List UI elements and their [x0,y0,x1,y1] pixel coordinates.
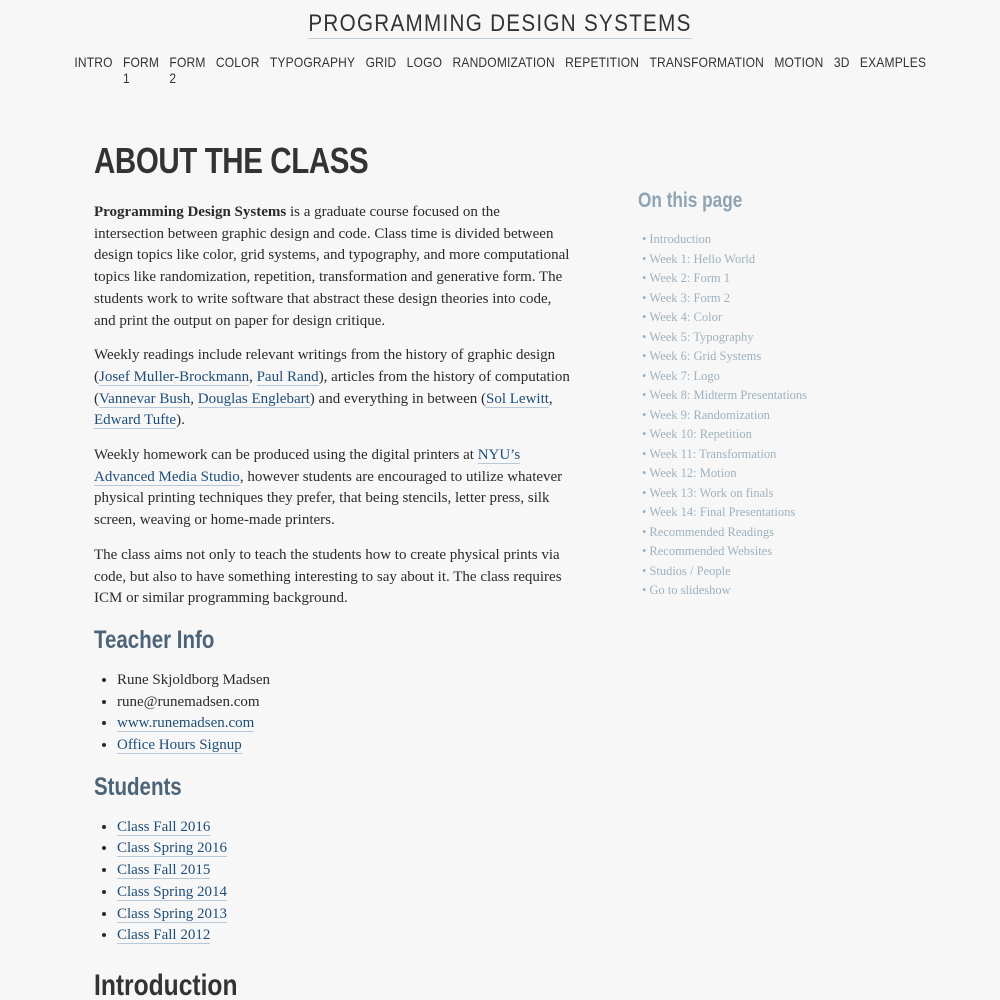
list-item [117,713,572,735]
bullet-icon: • [642,544,647,558]
sidebar-item-label: Go to slideshow [649,583,731,597]
bullet-icon: • [642,271,647,285]
intro-paragraph [94,202,572,332]
bullet-icon: • [642,563,647,578]
sidebar-item-recommended-readings[interactable] [642,523,898,543]
sidebar-item-label: Week 2: Form 1 [649,271,730,285]
sidebar-item-label: Week 12: Motion [649,466,737,480]
sidebar-item-studios-people[interactable] [642,562,898,582]
readings-paragraph [94,345,572,432]
nav-form-2[interactable]: FORM 2 [169,54,206,86]
list-item [117,882,572,904]
nav-intro[interactable]: INTRO [74,54,113,70]
sidebar-item-week-8[interactable] [642,386,898,406]
class-link[interactable]: Class Spring 2014 [117,883,228,900]
bullet-icon: • [642,505,647,519]
readings-text: , [249,368,257,385]
sidebar-item-label: Week 7: Logo [649,368,720,383]
nav-3d[interactable]: 3D [833,54,850,70]
readings-text: Weekly readings include relevant writings from the history of graphic design ( [94,347,556,385]
sidebar-item-week-6[interactable] [642,347,898,367]
readings-text: , [190,390,198,407]
sidebar-item-label: Week 5: Typography [649,329,754,344]
list-item [117,904,572,926]
bullet-icon: • [642,349,647,363]
teacher-website-link[interactable]: www.runemadsen.com [117,715,255,732]
sidebar-item-label: Week 11: Transformation [649,446,777,461]
introduction-heading: Introduction [94,968,238,1000]
bullet-icon: • [642,251,647,266]
link-edward-tufte[interactable]: Edward Tufte [94,412,177,429]
nav-examples[interactable]: EXAMPLES [859,54,926,70]
course-name: Programming Design Systems [94,204,287,220]
class-link[interactable]: Class Spring 2013 [117,905,228,922]
bullet-icon: • [642,310,647,324]
homework-text: Weekly homework can be produced using the digital printers at [94,447,478,464]
nav-randomization[interactable]: RANDOMIZATION [452,54,555,70]
bullet-icon: • [642,466,647,480]
bullet-icon: • [642,485,647,500]
sidebar-item-recommended-websites[interactable] [642,542,898,562]
link-advanced-media-studio[interactable]: NYU’s Advanced Media Studio [94,447,521,485]
sidebar-item-week-4[interactable] [642,308,898,328]
sidebar-item-label: Week 14: Final Presentations [649,505,796,519]
class-link[interactable]: Class Fall 2016 [117,818,211,835]
bullet-icon: • [642,524,647,539]
nav-color[interactable]: COLOR [215,54,260,70]
readings-text: ), articles from the history of computation ( [94,368,570,407]
nav-form-1[interactable]: FORM 1 [122,54,159,86]
sidebar-item-week-10[interactable] [642,425,898,445]
students-list [94,817,572,947]
nav-typography[interactable]: TYPOGRAPHY [269,54,355,70]
bullet-icon: • [642,368,647,383]
teacher-info-list [94,670,572,757]
nav-repetition[interactable]: REPETITION [564,54,639,70]
sidebar-item-label: Week 6: Grid Systems [649,349,762,363]
link-sol-lewitt[interactable]: Sol Lewitt [485,390,549,407]
sidebar-item-week-3[interactable] [642,289,898,309]
sidebar-item-label: Week 3: Form 2 [649,290,730,305]
link-vannevar-bush[interactable]: Vannevar Bush [99,390,191,407]
list-item [117,925,572,947]
teacher-info-heading: Teacher Info [94,625,215,654]
sidebar-item-week-5[interactable] [642,328,898,348]
bullet-icon: • [642,290,647,305]
bullet-icon: • [642,427,647,441]
bullet-icon: • [642,446,647,461]
sidebar-list [638,230,898,601]
class-link[interactable]: Class Fall 2015 [117,862,211,879]
list-item [117,838,572,860]
sidebar-title: On this page [638,189,743,212]
sidebar-item-label: Week 8: Midterm Presentations [649,388,808,402]
on-this-page-sidebar [638,186,898,601]
site-title-text[interactable]: PROGRAMMING DESIGN SYSTEMS [308,10,692,37]
list-item [117,735,572,757]
sidebar-item-week-13[interactable] [642,484,898,504]
homework-text: , however students are encouraged to utilize whatever physical printing techniques they prefer, that being stencils, letter press, silk screen, weaving or home-made printers. [94,468,563,529]
link-josef-muller-brockmann[interactable]: Josef Muller-Brockmann [99,368,250,385]
readings-text: ). [176,412,185,429]
sidebar-item-label: Recommended Readings [649,524,775,539]
nav-motion[interactable]: MOTION [774,54,824,70]
sidebar-item-label: Studios / People [649,563,731,578]
sidebar-item-week-2[interactable] [642,269,898,289]
students-heading: Students [94,772,182,801]
class-link[interactable]: Class Fall 2012 [117,927,211,944]
sidebar-item-label: Recommended Websites [649,544,773,558]
readings-text: , [548,390,553,407]
link-douglas-englebart[interactable]: Douglas Englebart [197,390,310,407]
nav-grid[interactable]: GRID [365,54,397,70]
sidebar-item-week-1[interactable] [642,250,898,270]
bullet-icon: • [642,407,647,422]
homework-paragraph [94,445,572,532]
page-title: ABOUT THE CLASS [94,140,369,181]
nav-list [69,54,931,86]
sidebar-item-introduction[interactable] [642,230,898,250]
nav-logo[interactable]: LOGO [406,54,442,70]
office-hours-link[interactable]: Office Hours Signup [117,737,242,754]
aims-paragraph: The class aims not only to teach the students how to create physical prints via code, but also to have something interesting to say about it. The class requires ICM or similar programming background. [94,546,562,607]
readings-text: ) and everything in between ( [309,390,486,407]
sidebar-item-week-14[interactable] [642,503,898,523]
sidebar-item-week-11[interactable] [642,445,898,465]
sidebar-item-label: Week 9: Randomization [649,407,770,422]
list-item [117,860,572,882]
intro-text: is a graduate course focused on the intersection between graphic design and code. Class time is divided between design topics like color, grid systems, and typography, and more computational topics like randomization, repetition, transformation and generative form. The students work to write software that abstract these design theories into code, and print the output on paper for design critique. [94,204,570,329]
site-title[interactable] [70,10,930,38]
list-item [117,817,572,839]
main-content [94,140,572,1000]
sidebar-item-go-to-slideshow[interactable] [642,581,898,601]
sidebar-item-week-9[interactable] [642,406,898,426]
link-paul-rand[interactable]: Paul Rand [256,368,319,385]
sidebar-item-week-12[interactable] [642,464,898,484]
bullet-icon: • [642,583,647,597]
teacher-email: • rune@runemadsen.com [117,692,572,714]
sidebar-item-label: Week 4: Color [649,310,722,324]
class-link[interactable]: Class Spring 2016 [117,840,228,857]
sidebar-item-label: Introduction [649,232,712,246]
bullet-icon: • [642,329,647,344]
bullet-icon: • [642,232,647,246]
main-nav [0,54,1000,86]
teacher-name: • Rune Skjoldborg Madsen [117,670,572,692]
sidebar-item-week-7[interactable] [642,367,898,387]
bullet-icon: • [642,388,647,402]
sidebar-item-label: Week 1: Hello World [649,251,756,266]
sidebar-item-label: Week 13: Work on finals [649,485,774,500]
sidebar-item-label: Week 10: Repetition [649,427,752,441]
nav-transformation[interactable]: TRANSFORMATION [649,54,764,70]
